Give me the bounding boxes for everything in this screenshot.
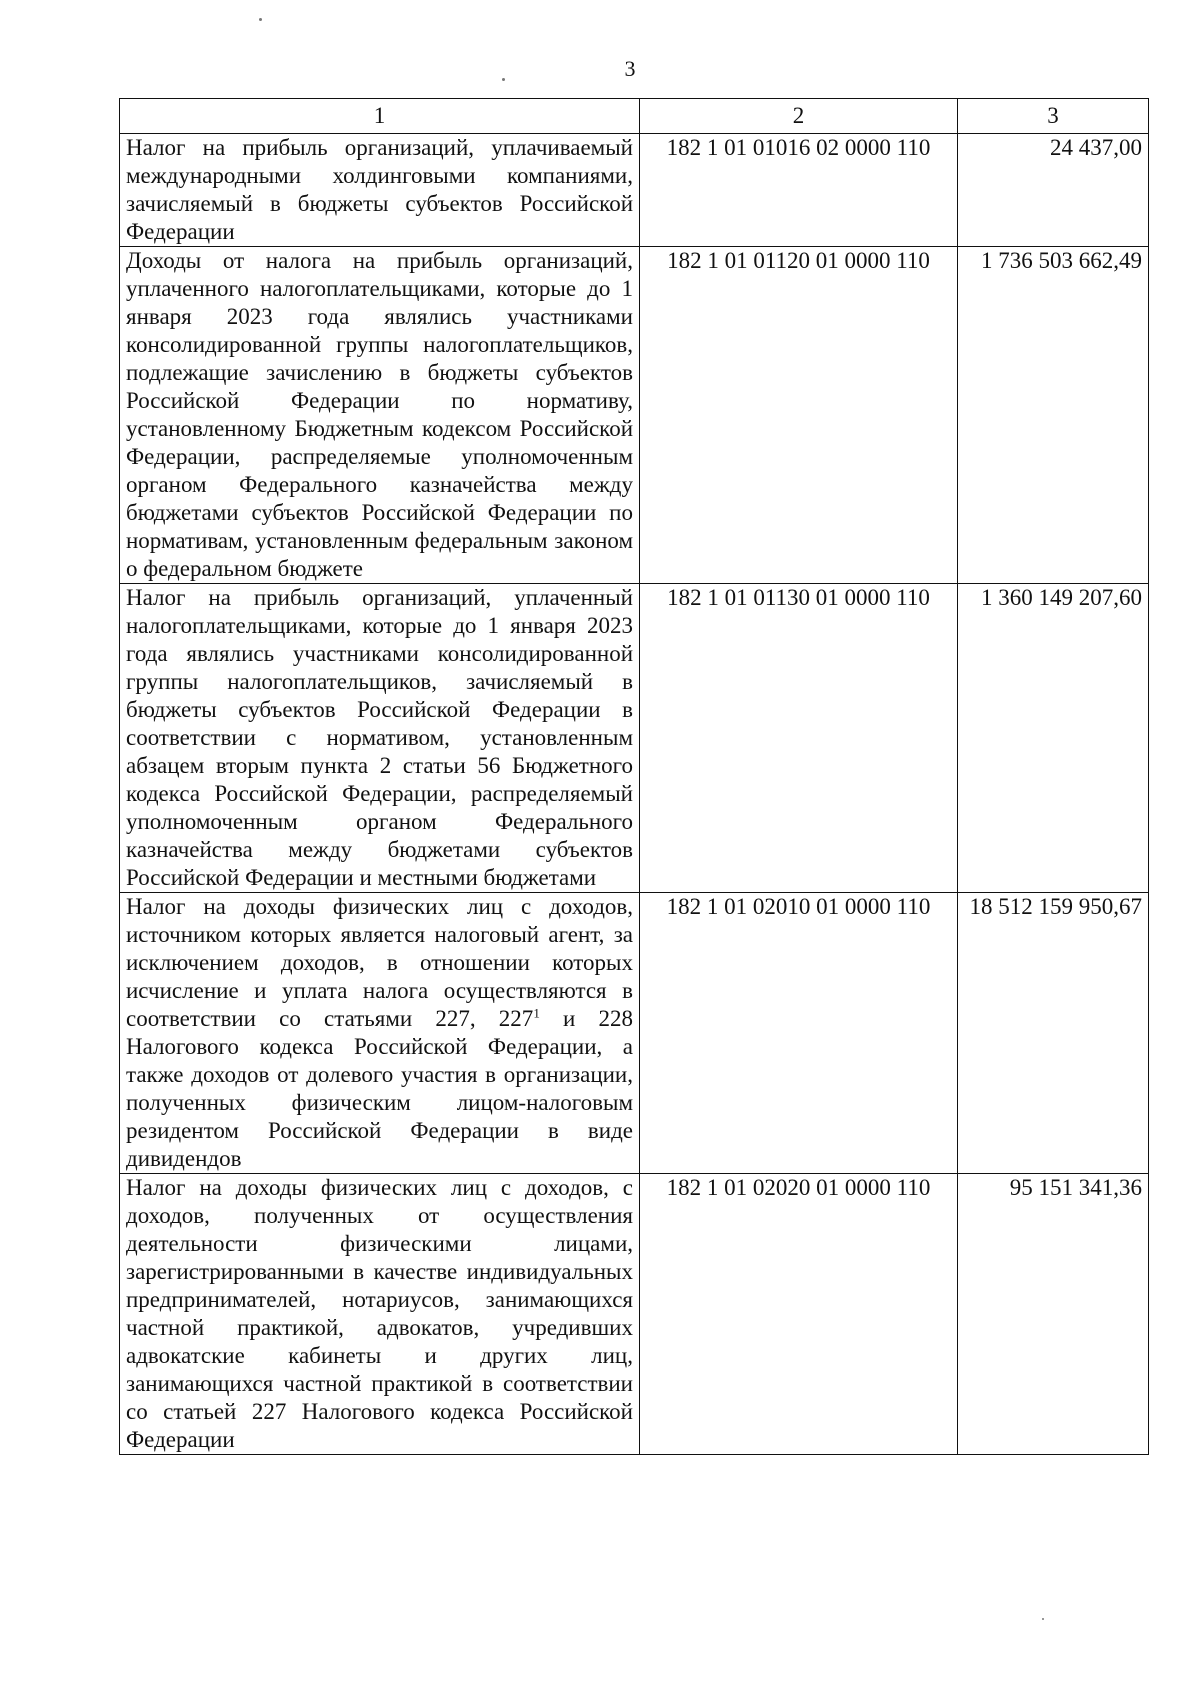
- amount-cell: 95 151 341,36: [958, 1174, 1149, 1455]
- table-row: [120, 134, 1149, 247]
- scan-speck: [502, 78, 505, 81]
- budget-code-cell: 182 1 01 02020 01 0000 110: [640, 1174, 958, 1455]
- footnote-superscript: 1: [533, 1005, 540, 1021]
- table-row: [120, 1174, 1149, 1455]
- income-name-text: Налог на доходы физических лиц с доходов, источником которых является налоговый агент, за исключением доходов, в отношении которых исчисление и уплата налога осуществляются в соответствии со статьями 227, 227: [126, 894, 633, 1031]
- amount-cell: 18 512 159 950,67: [958, 893, 1149, 1174]
- income-name-cell: Налог на прибыль организаций, уплаченный налогоплательщиками, которые до 1 января 2023 года являлись участниками консолидированной группы налогоплательщиков, зачисляемый в бюджеты субъектов Российской Федерации в соответствии с нормативом, установленным абзацем вторым пункта 2 статьи 56 Бюджетного кодекса Российской Федерации, распределяемый уполномоченным органом Федерального казначейства между бюджетами субъектов Российской Федерации и местными бюджетами: [120, 584, 640, 893]
- page-number: 3: [624, 56, 636, 81]
- income-name-text-continued: и 228 Налогового кодекса Российской Федерации, а также доходов от долевого участия в организации, полученных физическим лицом-налоговым резидентом Российской Федерации в виде дивидендов: [126, 1006, 633, 1171]
- budget-code-cell: 182 1 01 01016 02 0000 110: [640, 134, 958, 247]
- column-header-1: 1: [120, 99, 640, 134]
- scan-speck: [1042, 1618, 1044, 1620]
- income-name-cell: Налог на прибыль организаций, уплачиваемый международными холдинговыми компаниями, зачисляемый в бюджеты субъектов Российской Федерации: [120, 134, 640, 247]
- column-header-3: 3: [958, 99, 1149, 134]
- table-row: [120, 584, 1149, 893]
- table-row: [120, 893, 1149, 1174]
- budget-code-cell: 182 1 01 01130 01 0000 110: [640, 584, 958, 893]
- amount-cell: 1 360 149 207,60: [958, 584, 1149, 893]
- scan-speck: [259, 18, 262, 21]
- table-header-row: [120, 99, 1149, 134]
- income-name-cell: Доходы от налога на прибыль организаций, уплаченного налогоплательщиками, которые до 1 января 2023 года являлись участниками консолидированной группы налогоплательщиков, подлежащие зачислению в бюджеты субъектов Российской Федерации по нормативу, установленному Бюджетным кодексом Российской Федерации, распределяемые уполномоченным органом Федерального казначейства между бюджетами субъектов Российской Федерации по нормативам, установленным федеральным законом о федеральном бюджете: [120, 247, 640, 584]
- income-name-cell: [120, 893, 640, 1174]
- amount-cell: 1 736 503 662,49: [958, 247, 1149, 584]
- table-row: [120, 247, 1149, 584]
- budget-code-cell: 182 1 01 01120 01 0000 110: [640, 247, 958, 584]
- amount-cell: 24 437,00: [958, 134, 1149, 247]
- budget-code-cell: 182 1 01 02010 01 0000 110: [640, 893, 958, 1174]
- column-header-2: 2: [640, 99, 958, 134]
- income-name-cell: Налог на доходы физических лиц с доходов, с доходов, полученных от осуществления деятельности физическими лицами, зарегистрированными в качестве индивидуальных предпринимателей, нотариусов, занимающихся частной практикой, адвокатов, учредивших адвокатские кабинеты и других лиц, занимающихся частной практикой в соответствии со статьей 227 Налогового кодекса Российской Федерации: [120, 1174, 640, 1455]
- revenue-table: [119, 98, 1149, 1455]
